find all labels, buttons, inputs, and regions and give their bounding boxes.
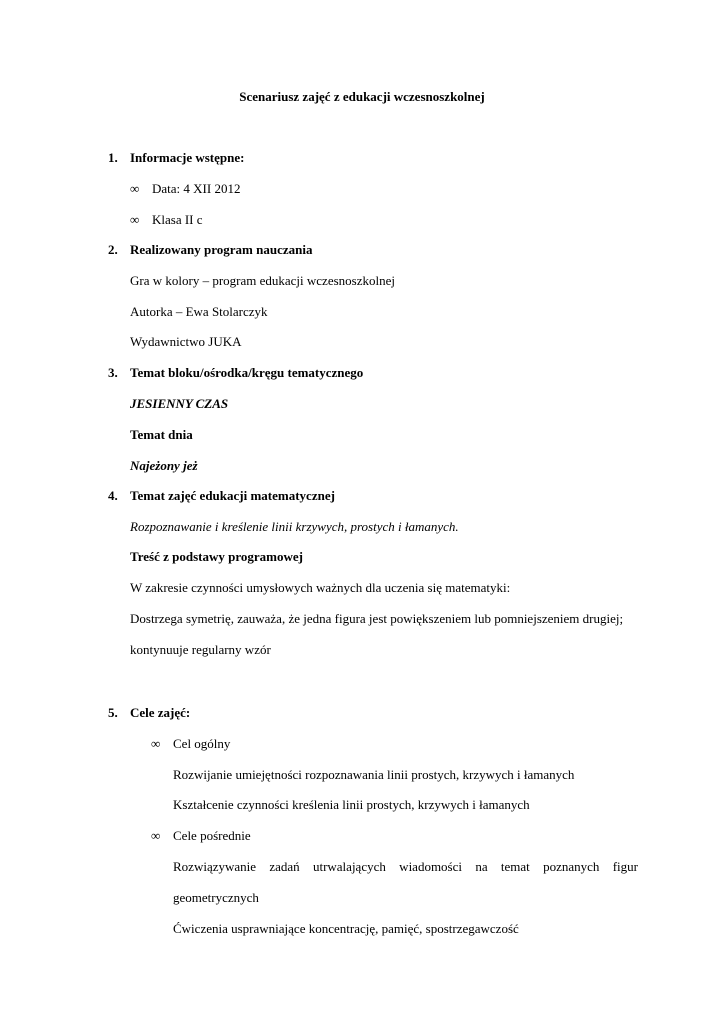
- general-goal-line-2: Kształcenie czynności kreślenia linii prostych, krzywych i łamanych: [173, 797, 530, 812]
- curriculum-line-3: kontynuuje regularny wzór: [130, 642, 271, 657]
- day-topic-label: Temat dnia: [130, 427, 193, 442]
- section-5-heading: Cele zajęć:: [130, 705, 191, 720]
- intermediate-goal-line-2: geometrycznych: [173, 890, 259, 905]
- general-goal-line-1: Rozwijanie umiejętności rozpoznawania linii prostych, krzywych i łamanych: [173, 767, 575, 782]
- section-5-number: 5.: [108, 705, 118, 720]
- intermediate-goal-line-3: Ćwiczenia usprawniające koncentrację, pamięć, spostrzegawczość: [173, 921, 519, 936]
- bullet-icon: ∞: [130, 181, 140, 196]
- document-title: Scenariusz zajęć z edukacji wczesnoszkolnej: [239, 89, 485, 104]
- section-3-number: 3.: [108, 365, 118, 380]
- intermediate-goals-label: Cele pośrednie: [173, 828, 251, 843]
- bullet-icon: ∞: [151, 736, 161, 751]
- curriculum-line-1: W zakresie czynności umysłowych ważnych dla uczenia się matematyki:: [130, 580, 511, 595]
- class-item: Klasa II c: [152, 212, 203, 227]
- author-line: Autorka – Ewa Stolarczyk: [130, 304, 268, 319]
- block-topic: JESIENNY CZAS: [130, 396, 229, 411]
- section-1-number: 1.: [108, 150, 118, 165]
- section-4-number: 4.: [108, 488, 118, 503]
- curriculum-label: Treść z podstawy programowej: [130, 549, 303, 564]
- section-2-number: 2.: [108, 242, 118, 257]
- bullet-icon: ∞: [130, 212, 140, 227]
- section-3-heading: Temat bloku/ośrodka/kręgu tematycznego: [130, 365, 364, 380]
- program-line: Gra w kolory – program edukacji wczesnoszkolnej: [130, 273, 395, 288]
- general-goal-label: Cel ogólny: [173, 736, 231, 751]
- publisher-line: Wydawnictwo JUKA: [130, 334, 242, 349]
- day-topic: Najeżony jeż: [130, 458, 198, 473]
- bullet-icon: ∞: [151, 828, 161, 843]
- math-topic: Rozpoznawanie i kreślenie linii krzywych, prostych i łamanych.: [130, 519, 459, 534]
- section-1-heading: Informacje wstępne:: [130, 150, 245, 165]
- intermediate-goal-line-1: Rozwiązywanie zadań utrwalających wiadomości na temat poznanych figur: [173, 859, 638, 874]
- curriculum-line-2: Dostrzega symetrię, zauważa, że jedna figura jest powiększeniem lub pomniejszeniem drugiej;: [130, 611, 624, 626]
- section-4-heading: Temat zajęć edukacji matematycznej: [130, 488, 335, 503]
- date-item: Data: 4 XII 2012: [152, 181, 241, 196]
- section-2-heading: Realizowany program nauczania: [130, 242, 313, 257]
